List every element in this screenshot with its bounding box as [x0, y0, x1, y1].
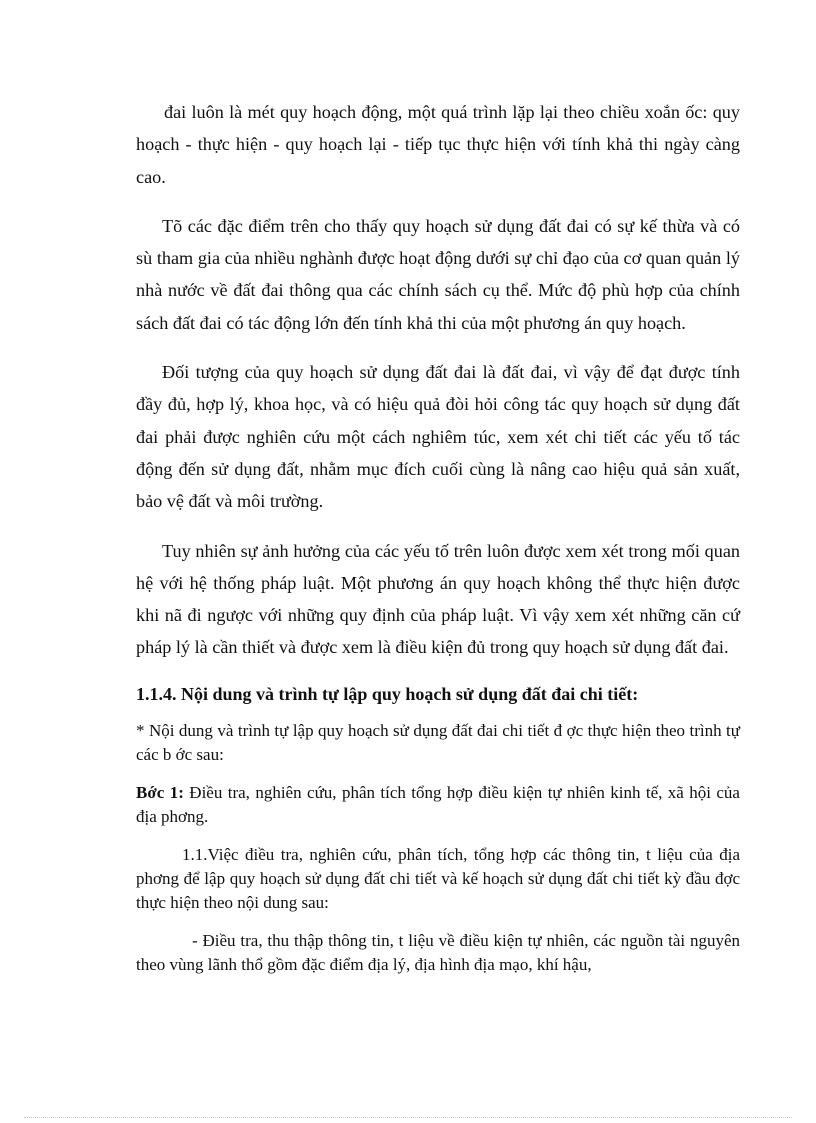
- paragraph-4: Tuy nhiên sự ảnh hưởng của các yếu tố trên luôn được xem xét trong mối quan hệ với hệ thống pháp luật. Một phương án quy hoạch không thể thực hiện được khi nã đi ngược với những quy định của pháp luật. Vì vậy xem xét những căn cứ pháp lý là cần thiết và được xem là điều kiện đủ trong quy hoạch sử dụng đất đai.: [136, 540, 740, 658]
- paragraph-2: Tõ các đặc điểm trên cho thấy quy hoạch sử dụng đất đai có sự kế thừa và có sù tham gia của nhiều nghành được hoạt động dưới sự chỉ đạo của cơ quan quản lý nhà nước về đất đai thông qua các chính sách cụ thể. Mức độ phù hợp của chính sách đất đai có tác động lớn đến tính khả thi của một phương án quy hoạch.: [136, 215, 740, 333]
- step-1-text: Điều tra, nghiên cứu, phân tích tổng hợp điều kiện tự nhiên kinh tế, xã hội của địa phơng.: [136, 782, 740, 826]
- intro-paragraph: * Nội dung và trình tự lập quy hoạch sử dụng đất đai chi tiết đ ợc thực hiện theo trình tự các b ớc sau:: [136, 720, 740, 764]
- bullet-survey: - Điều tra, thu thập thông tin, t liệu về điều kiện tự nhiên, các nguồn tài nguyên theo vùng lãnh thổ gồm đặc điểm địa lý, địa hình địa mạo, khí hậu,: [136, 930, 740, 974]
- paragraph-1: đai luôn là mét quy hoạch động, một quá trình lặp lại theo chiều xoắn ốc: quy hoạch - thực hiện - quy hoạch lại - tiếp tục thực hiện với tính khả thi ngày càng cao.: [136, 102, 740, 187]
- paragraph-3: Đối tượng của quy hoạch sử dụng đất đai là đất đai, vì vậy để đạt được tính đầy đủ, hợp lý, khoa học, và có hiệu quả đòi hỏi công tác quy hoạch sử dụng đất đai phải được nghiên cứu một cách nghiêm túc, xem xét chi tiết các yếu tố tác động đến sử dụng đất, nhằm mục đích cuối cùng là nâng cao hiệu quả sản xuất, bảo vệ đất và môi trường.: [136, 362, 740, 512]
- step-1-paragraph: [136, 781, 740, 829]
- page-bottom-divider: [24, 1117, 792, 1118]
- document-page: [136, 96, 740, 991]
- subsection-1-1: 1.1.Việc điều tra, nghiên cứu, phân tích, tổng hợp các thông tin, t liệu của địa phơng để lập quy hoạch sử dụng đất chi tiết và kế hoạch sử dụng đất chi tiết kỳ đầu đợc thực hiện theo nội dung sau:: [136, 844, 740, 912]
- step-1-label: Bớc 1:: [136, 782, 184, 802]
- section-heading: 1.1.4. Nội dung và trình tự lập quy hoạch sử dụng đất đai chi tiết:: [136, 683, 639, 704]
